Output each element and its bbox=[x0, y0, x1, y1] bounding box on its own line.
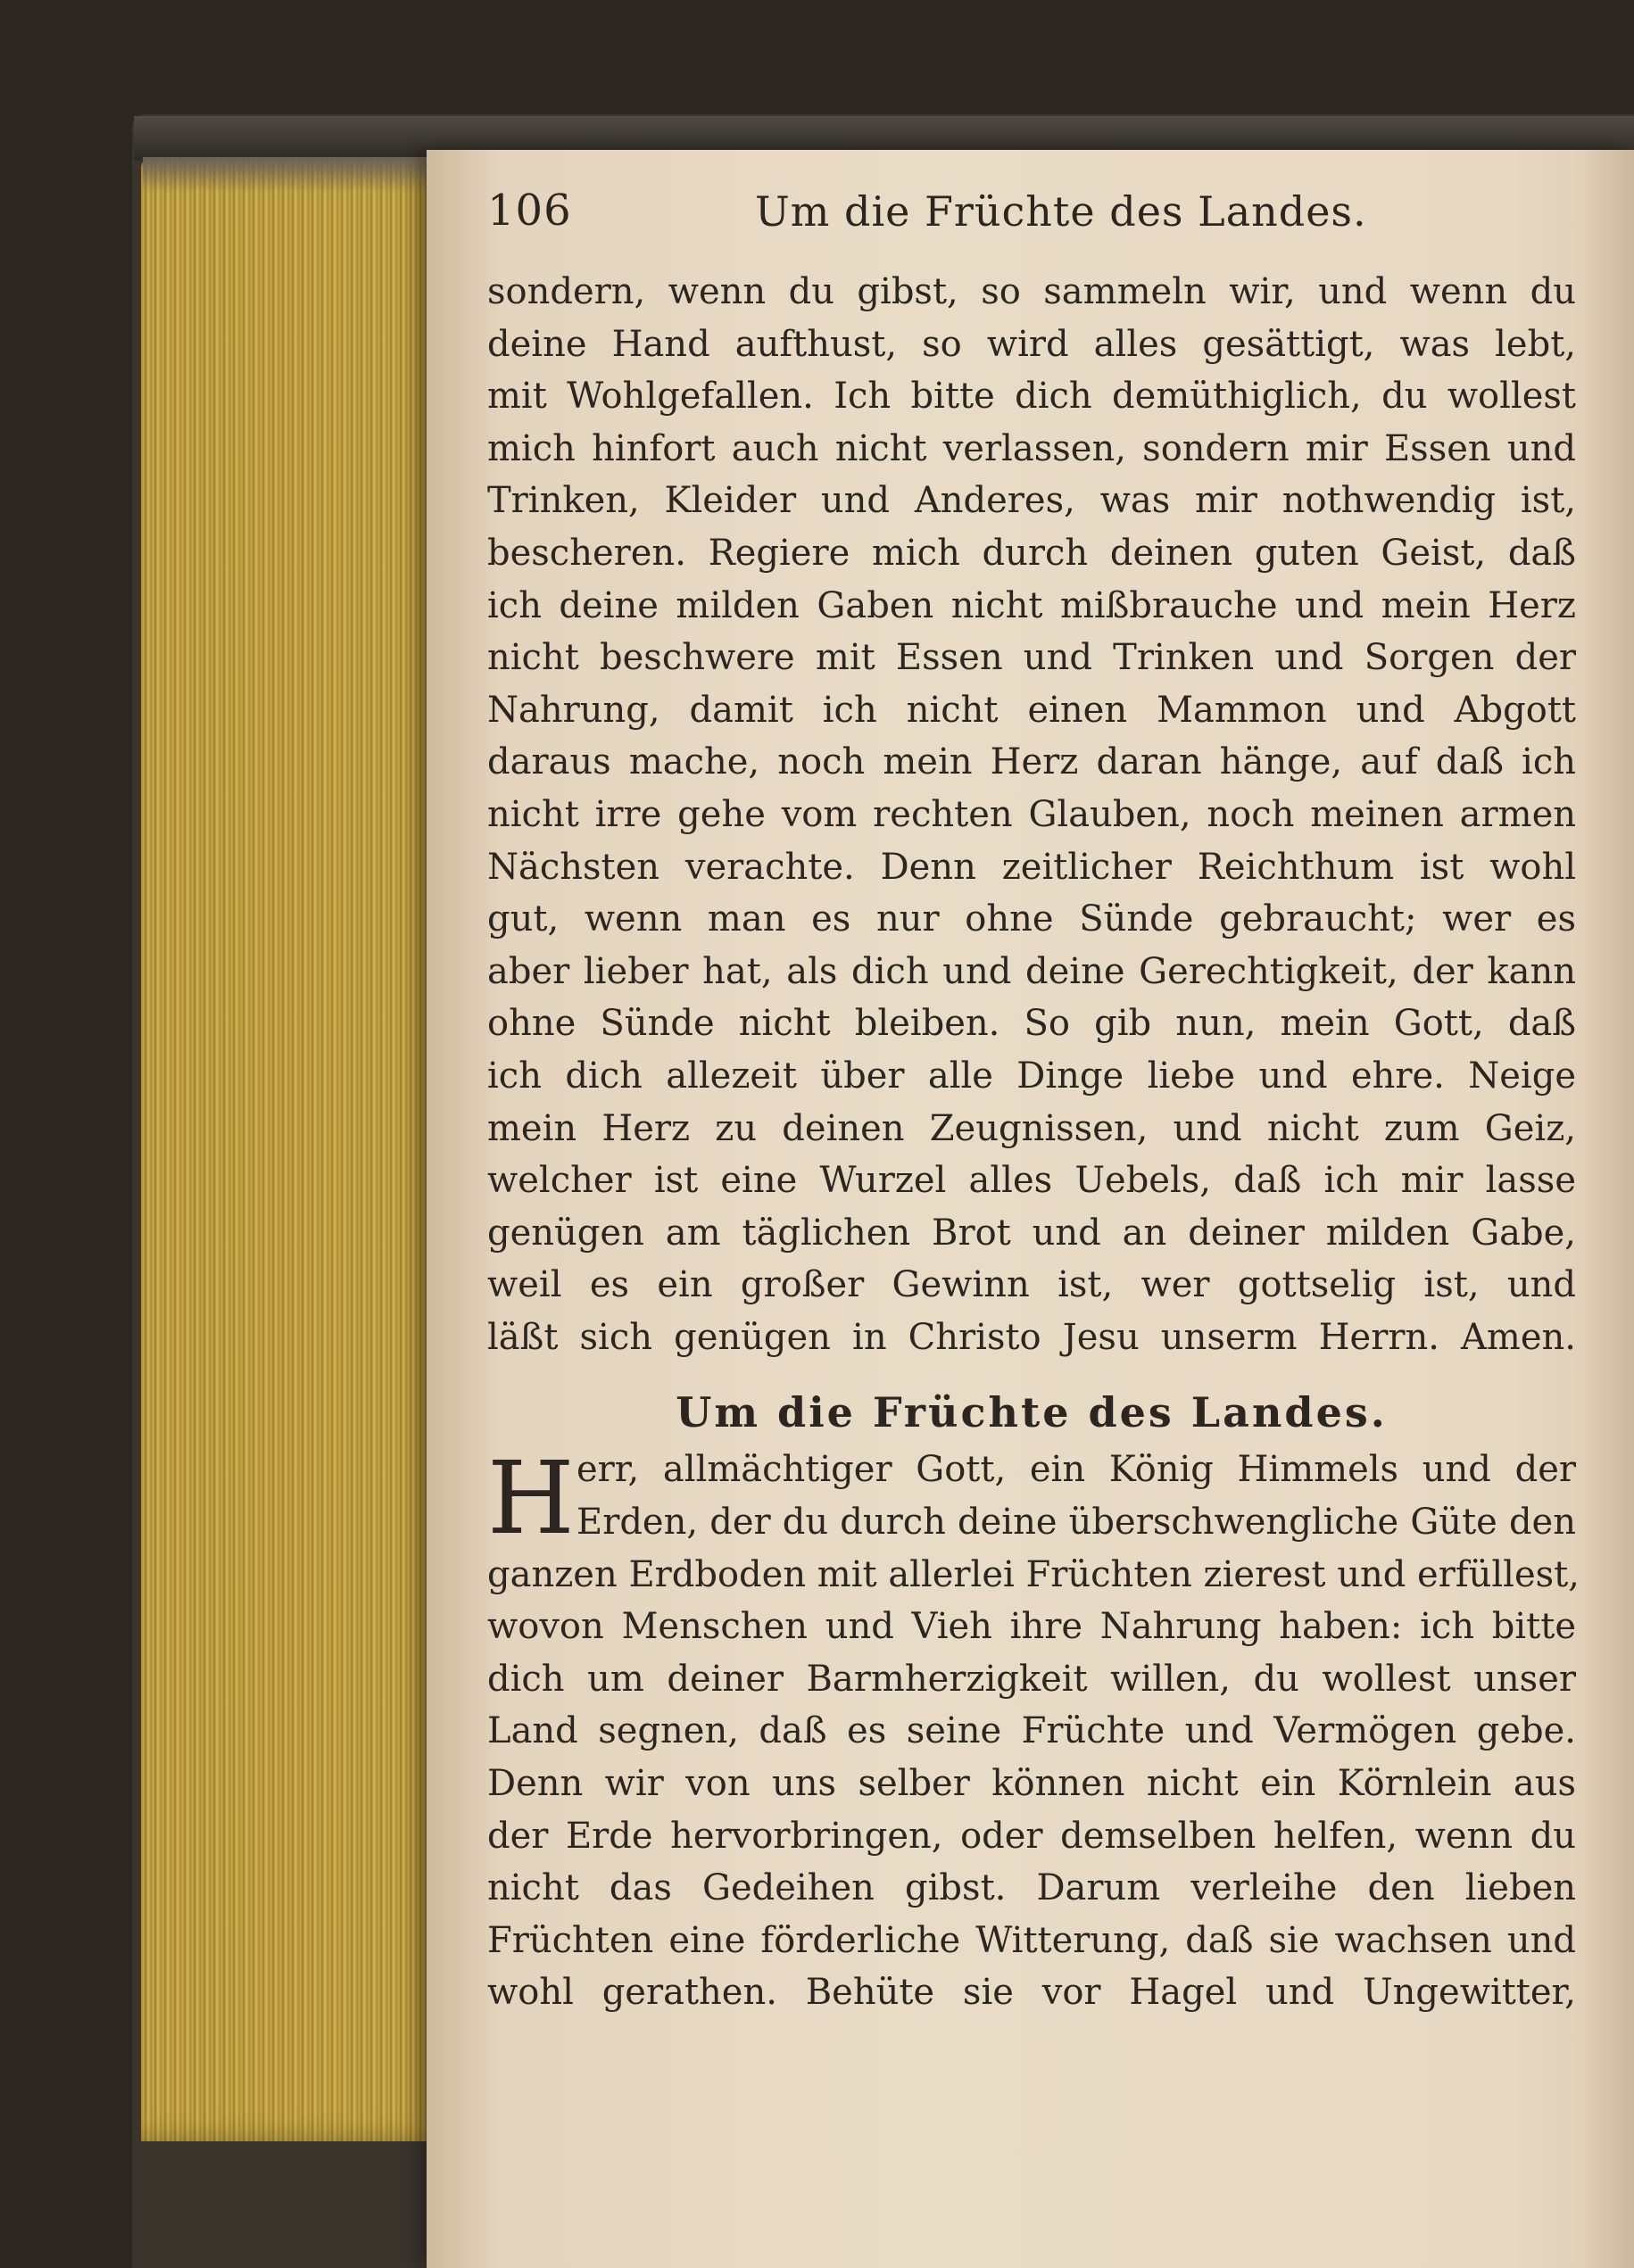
text-line: mein Herz zu deinen Zeugnissen, und nicht zum Geiz, bbox=[487, 1107, 1576, 1149]
text-line: deine Hand aufthust, so wird alles gesättigt, was lebt, bbox=[487, 323, 1576, 365]
text-line: err, allmächtiger Gott, ein König Himmels und der bbox=[576, 1449, 1576, 1491]
text-line: Land segnen, daß es seine Früchte und Vermögen gebe. bbox=[487, 1710, 1576, 1752]
text-line: Erden, der du durch deine überschwengliche Güte den bbox=[576, 1502, 1576, 1544]
text-line: Trinken, Kleider und Anderes, was mir nothwendig ist, bbox=[487, 480, 1576, 522]
text-line: genügen am täglichen Brot und an deiner milden Gabe, bbox=[487, 1212, 1576, 1254]
text-line: läßt sich genügen in Christo Jesu unserm Herrn. Amen. bbox=[487, 1316, 1576, 1358]
text-line: mit Wohlgefallen. Ich bitte dich demüthiglich, du wollest bbox=[487, 376, 1576, 418]
text-line: ich dich allezeit über alle Dinge liebe und ehre. Neige bbox=[487, 1055, 1576, 1097]
text-line: daraus mache, noch mein Herz daran hänge, auf daß ich bbox=[487, 741, 1576, 783]
text-line: Nächsten verachte. Denn zeitlicher Reichthum ist wohl bbox=[487, 846, 1576, 888]
text-line: ganzen Erdboden mit allerlei Früchten zierest und erfüllest, bbox=[487, 1553, 1580, 1595]
text-line: der Erde hervorbringen, oder demselben helfen, wenn du bbox=[487, 1815, 1576, 1857]
section-heading: Um die Früchte des Landes. bbox=[676, 1388, 1388, 1437]
text-line: Denn wir von uns selber können nicht ein Körnlein aus bbox=[487, 1763, 1576, 1805]
page-edges bbox=[141, 159, 444, 2141]
text-line: welcher ist eine Wurzel alles Uebels, daß ich mir lasse bbox=[487, 1160, 1576, 1202]
text-line: Nahrung, damit ich nicht einen Mammon und Abgott bbox=[487, 689, 1576, 731]
prayer-continuation bbox=[487, 266, 1576, 1363]
page-number: 106 bbox=[487, 186, 572, 236]
page-edges-shadow bbox=[143, 157, 437, 193]
drop-cap: H bbox=[487, 1441, 575, 1558]
text-line: gut, wenn man es nur ohne Sünde gebraucht; wer es bbox=[487, 898, 1576, 940]
book-page bbox=[427, 150, 1634, 2268]
text-line: sondern, wenn du gibst, so sammeln wir, und wenn du bbox=[487, 271, 1576, 312]
text-line: aber lieber hat, als dich und deine Gerechtigkeit, der kann bbox=[487, 950, 1576, 992]
text-line: weil es ein großer Gewinn ist, wer gottselig ist, und bbox=[487, 1264, 1576, 1306]
text-line: nicht das Gedeihen gibst. Darum verleihe den lieben bbox=[487, 1867, 1576, 1909]
text-line: Früchten eine förderliche Witterung, daß sie wachsen und bbox=[487, 1919, 1576, 1961]
text-line: wohl gerathen. Behüte sie vor Hagel und Ungewitter, bbox=[487, 1972, 1576, 2014]
running-head bbox=[487, 170, 1514, 241]
text-line: nicht beschwere mit Essen und Trinken und Sorgen der bbox=[487, 637, 1576, 679]
text-line: nicht irre gehe vom rechten Glauben, noch meinen armen bbox=[487, 793, 1576, 835]
text-line: dich um deiner Barmherzigkeit willen, du wollest unser bbox=[487, 1658, 1576, 1700]
text-line: mich hinfort auch nicht verlassen, sondern mir Essen und bbox=[487, 427, 1576, 469]
text-line: ohne Sünde nicht bleiben. So gib nun, mein Gott, daß bbox=[487, 1003, 1576, 1045]
text-line: wovon Menschen und Vieh ihre Nahrung haben: ich bitte bbox=[487, 1606, 1576, 1648]
section-paragraph bbox=[487, 1441, 1580, 2019]
page-body bbox=[487, 266, 1580, 2019]
text-line: bescheren. Regiere mich durch deinen guten Geist, daß bbox=[487, 532, 1576, 574]
running-title: Um die Früchte des Landes. bbox=[755, 187, 1367, 236]
page-edge-shading bbox=[1580, 150, 1634, 2268]
text-line: ich deine milden Gaben nicht mißbrauche und mein Herz bbox=[487, 584, 1576, 626]
